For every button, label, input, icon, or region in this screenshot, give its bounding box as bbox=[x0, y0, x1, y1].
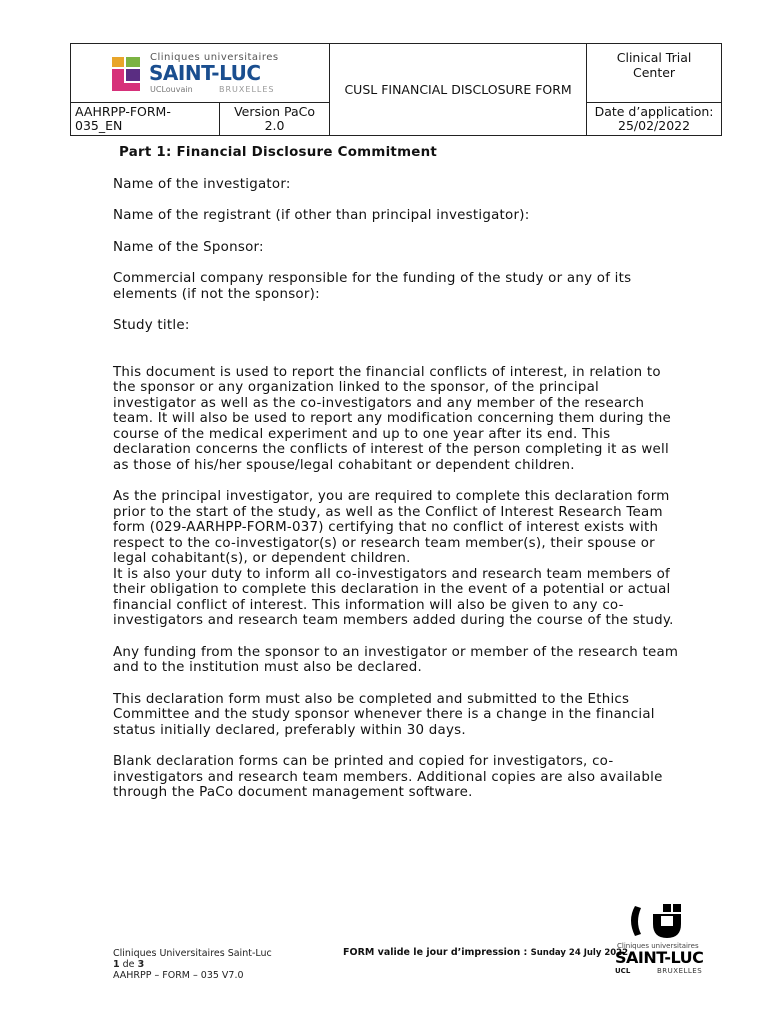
section-title: Part 1: Financial Disclosure Commitment bbox=[119, 145, 438, 160]
paragraph-principal-investigator: As the principal investigator, you are required to complete this declaration form prior to the start of the study, as well as the Conflict of Interest Research Team form (029-AARHPP-FORM-037) certifying that no conflict of interest exists with respect to the co-investigator(s) or research team member(s), their spouse or legal cohabitant(s), or dependent children. bbox=[113, 489, 670, 566]
footer-form-ref: AAHRPP – FORM – 035 V7.0 bbox=[113, 970, 244, 981]
validity-date: Sunday 24 July 2022 bbox=[530, 948, 628, 958]
date-label: Date d’application: bbox=[594, 104, 714, 119]
document-body bbox=[113, 145, 683, 801]
logo-top-text: Cliniques universitaires bbox=[150, 52, 279, 63]
footer-validity bbox=[343, 947, 628, 958]
field-registrant: Name of the registrant (if other than principal investigator): bbox=[113, 208, 530, 223]
logo-bottom-left: UCLouvain bbox=[150, 85, 193, 94]
logo-cell bbox=[71, 44, 330, 103]
paragraph-funding: Any funding from the sponsor to an investigator or member of the research team and to the institution must also be declared. bbox=[113, 644, 679, 675]
application-date bbox=[587, 103, 722, 136]
page-of: de bbox=[122, 959, 135, 970]
page-number bbox=[113, 959, 272, 970]
department-label: Clinical Trial Center bbox=[587, 44, 722, 103]
footer-logo-top: Cliniques universitaires bbox=[617, 942, 699, 950]
field-sponsor: Name of the Sponsor: bbox=[113, 239, 264, 255]
footer-logo bbox=[615, 902, 704, 982]
saint-luc-logo bbox=[109, 52, 279, 96]
saint-luc-emblem-icon bbox=[109, 55, 145, 95]
paragraph-ethics-committee: This declaration form must also be completed and submitted to the Ethics Committee and the study sponsor whenever there is a change in the financial status initially declared, preferably within 30 days. bbox=[113, 691, 655, 738]
page-total: 3 bbox=[137, 959, 145, 970]
form-title: CUSL FINANCIAL DISCLOSURE FORM bbox=[330, 44, 587, 136]
footer-logo-bottom-right: BRUXELLES bbox=[657, 967, 703, 975]
footer-logo-bottom-left: UCL bbox=[615, 967, 631, 975]
field-commercial-company: Commercial company responsible for the funding of the study or any of its elements (if not the sponsor): bbox=[113, 271, 632, 302]
paragraph-purpose: This document is used to report the financial conflicts of interest, in relation to the sponsor or any organization linked to the sponsor, of the principal investigator as well as the co-investigators and any member of the research team. It will also be used to report any modification concerning them during the course of the medical experiment and up to one year after its end. This declaration concerns the conflicts of interest of the person completing it as well as those of his/her spouse/legal cohabitant or dependent children. bbox=[113, 364, 672, 473]
validity-label: FORM valide le jour d’impression : bbox=[343, 947, 531, 958]
paragraph-blank-forms: Blank declaration forms can be printed and copied for investigators, co-investigators and research team members. Additional copies are also available through the PaCo document management software. bbox=[113, 754, 663, 800]
footer-logo-main: SAINT-LUC bbox=[615, 948, 704, 967]
footer-institution: Cliniques Universitaires Saint-Luc bbox=[113, 948, 272, 959]
field-investigator: Name of the investigator: bbox=[113, 176, 291, 192]
logo-bottom-right: BRUXELLES bbox=[219, 85, 275, 94]
field-study-title: Study title: bbox=[113, 318, 190, 333]
version-label: Version PaCo 2.0 bbox=[220, 103, 330, 136]
logo-main-text: SAINT-LUC bbox=[149, 61, 261, 85]
footer-info bbox=[113, 948, 272, 981]
date-value: 25/02/2022 bbox=[618, 118, 691, 133]
paragraph-duty-inform: It is also your duty to inform all co-investigators and research team members of their obligation to complete this declaration in the event of a potential or actual financial conflict of interest. This information will also be given to any co-investigators and research team members added during the course of the study. bbox=[113, 566, 674, 628]
page-current: 1 bbox=[113, 959, 120, 970]
header-table bbox=[70, 43, 722, 136]
form-code: AAHRPP-FORM-035_EN bbox=[71, 103, 220, 136]
footer-emblem-icon bbox=[625, 902, 689, 942]
